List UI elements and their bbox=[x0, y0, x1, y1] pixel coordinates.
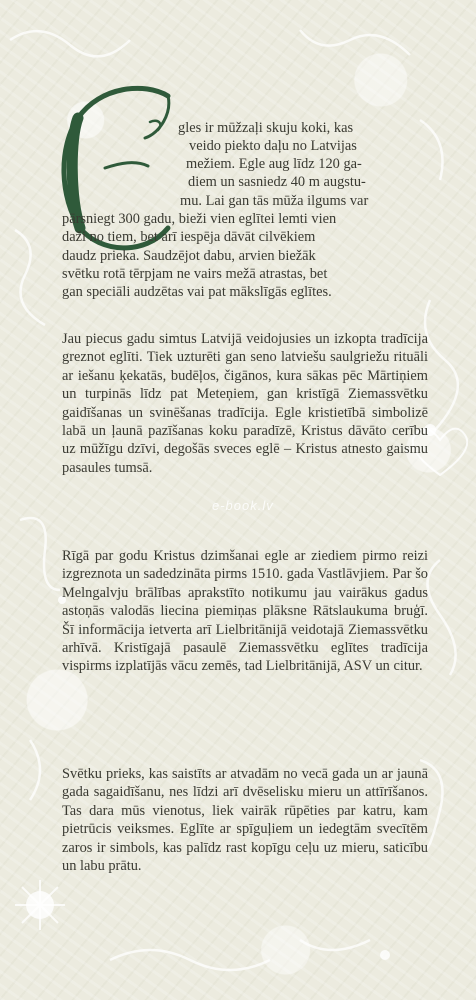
paragraph-3: Rīgā par godu Kristus dzimšanai egle ar ziediem pirmo reizi izgreznota un sadedzināta pirms 1510. gada Vastlāvjiem. Par šo Melngalvju brālības aprakstīto notikumu jau vairākus gadus astoņās valodās liecina piemiņas plāksne Rātslaukuma bruģī. Šī informācija ietverta arī Lielbritānijā veidotajā Ziemassvētku arhīvā. Kristīgajā pasaulē Ziemassvētku eglītes tradīcija vispirms izplatījās vācu zemēs, tad Lielbritānijā, ASV un citur. bbox=[62, 548, 428, 675]
paragraph-1-line: svētku rotā tērpjam ne vairs mežā atrastas, bet bbox=[62, 266, 328, 282]
paragraph-1-line: mu. Lai gan tās mūža ilgums var bbox=[180, 193, 369, 209]
paragraph-1-line: daži no tiem, bet arī iespēja dāvāt cilvēkiem bbox=[62, 229, 316, 245]
paragraph-2: Jau piecus gadu simtus Latvijā veidojusies un izkopta tradīcija greznot eglīti. Tiek uzturēti gan seno latviešu saulgriežu rituāli ar iešanu ķekatās, budēļos, čigānos, kura sākas pēc Mārtiņiem un turpinās līdz pat Meteņiem, gan kristīgā Ziemassvētku gaidīšanas un svinēšanas tradīcija. Egle kristietībā simbolizē labā un ļaunā pazīšanas koku paradīzē, Kristus dāvāto cerību uz mūžīgu dzīvi, degošās sveces eglē – Kristus atnesto gaismu pasaules tumsā. bbox=[62, 331, 428, 476]
paragraph-1-line: daudz prieka. Saudzējot dabu, arvien biežāk bbox=[62, 248, 316, 264]
paragraph-1-line: mežiem. Egle aug līdz 120 ga- bbox=[186, 156, 362, 172]
paragraph-1-line: veido piekto daļu no Latvijas bbox=[189, 138, 357, 154]
paragraph-4: Svētku prieks, kas saistīts ar atvadām no vecā gada un ar jaunā gada sagaidīšanu, nes līdzi arī dvēselisku mieru un attīrīšanos. Tas dara mūs vienotus, liek vairāk rūpēties par katru, kam pietrūcis veiksmes. Eglīte ar spīguļiem un iedegtām svecītēm zaros ir simbols, kas palīdz rast kopīgu ceļu uz mieru, saticību un labu prātu. bbox=[62, 766, 428, 875]
paragraph-1-line: gles ir mūžzaļi skuju koki, kas bbox=[178, 120, 354, 136]
watermark-text: e-book.lv bbox=[212, 498, 274, 513]
paragraph-1-line: gan speciāli audzētas vai pat mākslīgās eglītes. bbox=[62, 284, 332, 300]
paragraph-1-line: pārsniegt 300 gadu, bieži vien eglītei lemti vien bbox=[62, 211, 337, 227]
paragraph-1-line: diem un sasniedz 40 m augstu- bbox=[188, 174, 366, 190]
